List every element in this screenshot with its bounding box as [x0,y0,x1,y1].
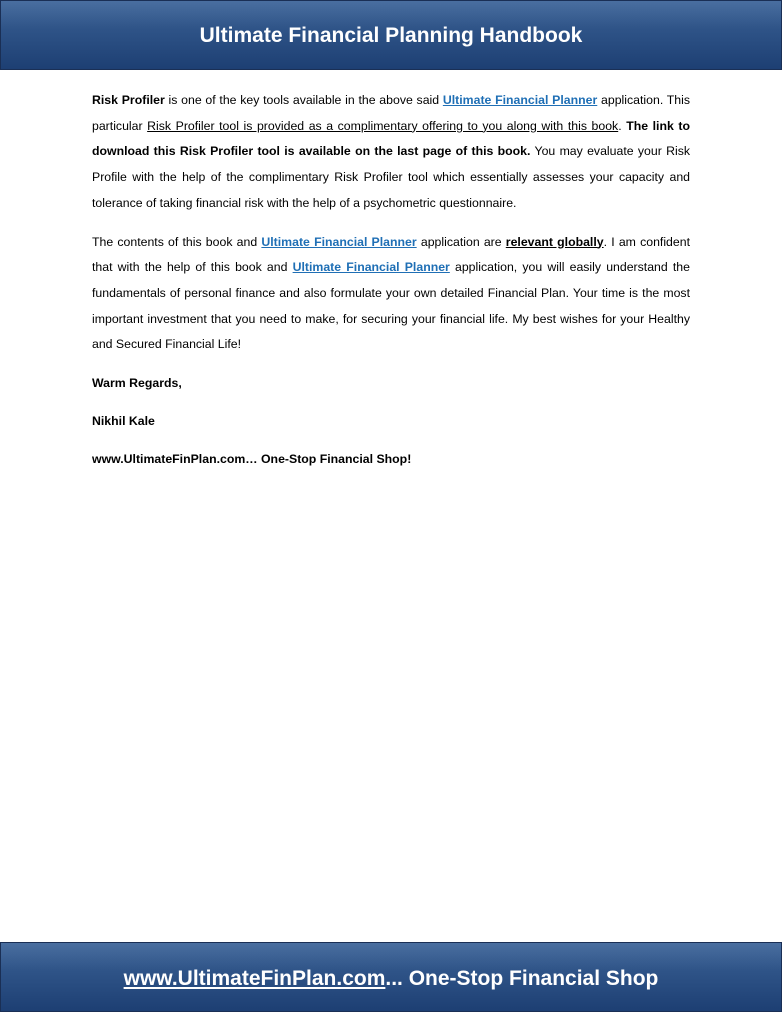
signoff-regards: Warm Regards, [92,376,182,391]
footer-tagline: ... One-Stop Financial Shop [385,967,659,990]
ultimate-financial-planner-link[interactable]: Ultimate Financial Planner [261,234,417,249]
text-run: The contents of this book and [92,234,262,249]
download-link-note: The link to download this Risk Profiler tool is available on the last page of this book. [92,118,690,159]
page-body [92,88,690,486]
text-run: . [618,118,627,133]
text-run: application. This particular [92,93,690,133]
text-run: . I am confident that with the help of this book and [92,234,690,275]
header-banner [0,0,782,70]
text-run: application are [416,234,506,249]
text-run: is one of the key tools available in the above said [164,93,443,107]
paragraph-risk-profiler [92,88,690,217]
footer-banner [0,942,782,1012]
paragraph-book-contents [92,230,690,359]
complimentary-offering-note: Risk Profiler tool is provided as a complimentary offering to you along with this book [147,118,619,133]
author-name: Nikhil Kale [92,414,155,429]
text-run: application, you will easily understand the fundamentals of personal finance and also formulate your own detailed Financial Plan. Your time is the most important investment that you need to make, for securing your financial life. My best wishes for your Healthy and Secured Financial Life! [92,260,690,352]
page-title: Ultimate Financial Planning Handbook [199,24,583,47]
relevant-globally-emphasis: relevant globally [505,234,604,249]
text-run: You may evaluate your Risk Profile with the help of the complimentary Risk Profiler tool which essentially assesses your capacity and tolerance of taking financial risk with the help of a psychometric questionnaire. [92,144,691,210]
ultimate-financial-planner-link[interactable]: Ultimate Financial Planner [442,93,598,107]
ultimate-financial-planner-link[interactable]: Ultimate Financial Planner [292,260,450,275]
footer-website-link[interactable]: www.UltimateFinPlan.com [123,967,386,990]
website-tagline: www.UltimateFinPlan.com… One-Stop Financial Shop! [92,452,412,467]
risk-profiler-term: Risk Profiler [92,93,165,107]
